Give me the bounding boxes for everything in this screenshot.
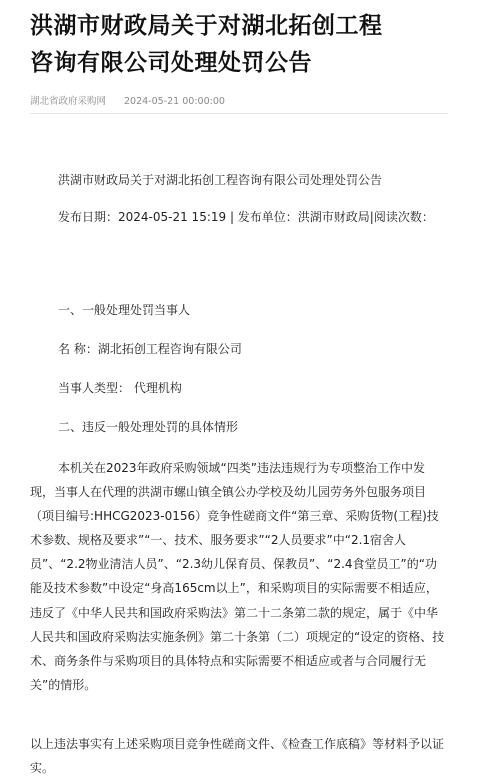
release-info: 发布日期：2024-05-21 15:19 | 发布单位：洪湖市财政局|阅读次数： — [58, 210, 434, 224]
divider — [30, 113, 448, 114]
party-type: 当事人类型： 代理机构 — [58, 381, 182, 395]
section-heading-1: 一、一般处理处罚当事人 — [58, 303, 191, 317]
article-title — [30, 8, 460, 82]
evidence-paragraph: 以上违法事实有上述采购项目竞争性磋商文件、《检查工作底稿》等材料予以证实。 — [30, 737, 445, 775]
party-name: 名 称：湖北拓创工程咨询有限公司 — [58, 342, 242, 356]
section-heading-2: 二、违反一般处理处罚的具体情形 — [58, 420, 239, 434]
article-meta — [30, 93, 225, 107]
publish-date: 2024-05-21 00:00:00 — [124, 96, 225, 107]
notice-title: 洪湖市财政局关于对湖北拓创工程咨询有限公司处理处罚公告 — [58, 173, 383, 187]
article-title-line-2: 咨询有限公司处理处罚公告 — [30, 50, 312, 76]
violation-paragraph: 本机关在2023年政府采购领域“四类”违法违规行为专项整治工作中发现，当事人在代理的洪湖市螺山镇全镇公办学校及幼儿园劳务外包服务项目（项目编号:HHCG2023-0156）竞争性磋商文件“第三章、采购货物(工程)技术参数、规格及要求”“一、技术、服务要求”“2人员要求”中“2.1宿舍人员”、“2.2物业清洁人员”、“2.3幼儿保育员、保教员”、“2.4食堂员工”的“功能及技术参数”中设定“身高165cm以上”，和采购项目的实际需要不相适应，违反了《中华人民共和国政府采购法》第二十二条第二款的规定，属于《中华人民共和国政府采购法实施条例》第二十条第（二）项规定的“设定的资格、技术、商务条件与采购项目的具体特点和实际需要不相适应或者与合同履行无关”的情形。 — [30, 461, 445, 692]
article-title-line-1: 洪湖市财政局关于对湖北拓创工程 — [30, 13, 383, 39]
source-link[interactable]: 湖北省政府采购网 — [30, 96, 107, 107]
